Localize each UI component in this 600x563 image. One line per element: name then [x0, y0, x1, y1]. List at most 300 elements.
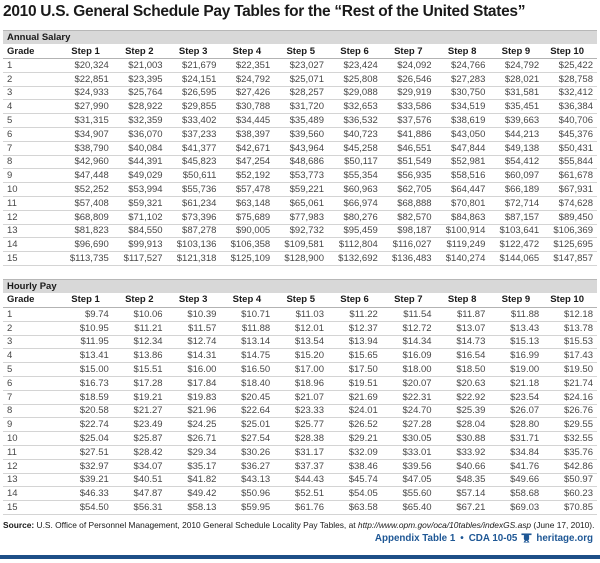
pay-cell: $89,450	[543, 210, 597, 224]
table-row	[3, 210, 597, 224]
grade-cell: 7	[3, 141, 59, 155]
pay-cell: $34,445	[220, 114, 274, 128]
grade-cell: 2	[3, 321, 59, 335]
pay-cell: $100,914	[436, 224, 490, 238]
pay-cell: $49.66	[489, 473, 543, 487]
pay-cell: $113,735	[59, 252, 113, 266]
pay-cell: $29,919	[382, 86, 436, 100]
pay-cell: $43.13	[220, 473, 274, 487]
pay-cell: $25.01	[220, 418, 274, 432]
pay-cell: $72,714	[489, 196, 543, 210]
pay-cell: $33,402	[167, 114, 221, 128]
pay-cell: $11.03	[274, 307, 328, 321]
pay-cell: $31.71	[489, 432, 543, 446]
pay-cell: $40,706	[543, 114, 597, 128]
cda-label: CDA 10-05	[468, 533, 518, 544]
grade-cell: 13	[3, 224, 59, 238]
pay-cell: $20,324	[59, 59, 113, 73]
pay-cell: $36,070	[113, 127, 167, 141]
pay-cell: $29.55	[543, 418, 597, 432]
pay-cell: $52,192	[220, 169, 274, 183]
pay-cell: $11.22	[328, 307, 382, 321]
pay-cell: $21.96	[167, 404, 221, 418]
table-row	[3, 335, 597, 349]
footer	[375, 533, 593, 544]
appendix-label: Appendix Table 1	[374, 533, 456, 544]
pay-cell: $26.52	[328, 418, 382, 432]
pay-cell: $87,278	[167, 224, 221, 238]
pay-cell: $40.51	[113, 473, 167, 487]
pay-cell: $40,084	[113, 141, 167, 155]
header-row	[3, 44, 597, 59]
pay-cell: $48,686	[274, 155, 328, 169]
table-row	[3, 432, 597, 446]
pay-cell: $49,138	[489, 141, 543, 155]
pay-cell: $55,844	[543, 155, 597, 169]
pay-cell: $47.87	[113, 487, 167, 501]
pay-cell: $19.50	[543, 363, 597, 377]
table-row	[3, 59, 597, 73]
pay-cell: $28.04	[436, 418, 490, 432]
pay-cell: $14.75	[220, 349, 274, 363]
pay-cell: $28.38	[274, 432, 328, 446]
pay-cell: $55.60	[382, 487, 436, 501]
pay-cell: $36,384	[543, 100, 597, 114]
pay-cell: $27,283	[436, 72, 490, 86]
page-title: 2010 U.S. General Schedule Pay Tables for the “Rest of the United States”	[3, 3, 526, 20]
pay-cell: $25.77	[274, 418, 328, 432]
pay-cell: $18.00	[382, 363, 436, 377]
pay-cell: $23.49	[113, 418, 167, 432]
table-row	[3, 487, 597, 501]
grade-cell: 1	[3, 307, 59, 321]
grade-cell: 6	[3, 376, 59, 390]
pay-cell: $26.71	[167, 432, 221, 446]
column-header: Step 1	[59, 44, 113, 59]
grade-cell: 14	[3, 487, 59, 501]
pay-cell: $41.82	[167, 473, 221, 487]
column-header: Step 9	[489, 44, 543, 59]
pay-cell: $47.05	[382, 473, 436, 487]
pay-cell: $34.07	[113, 459, 167, 473]
grade-cell: 5	[3, 114, 59, 128]
pay-cell: $28.42	[113, 445, 167, 459]
pay-cell: $28.80	[489, 418, 543, 432]
pay-cell: $49,029	[113, 169, 167, 183]
table-row	[3, 224, 597, 238]
pay-cell: $38.46	[328, 459, 382, 473]
pay-cell: $99,913	[113, 238, 167, 252]
pay-cell: $42.86	[543, 459, 597, 473]
hourly-pay-section-label: Hourly Pay	[7, 280, 57, 292]
pay-cell: $19.00	[489, 363, 543, 377]
pay-cell: $147,857	[543, 252, 597, 266]
pay-cell: $17.50	[328, 363, 382, 377]
pay-cell: $14.73	[436, 335, 490, 349]
pay-cell: $31,315	[59, 114, 113, 128]
grade-cell: 11	[3, 196, 59, 210]
pay-cell: $32,653	[328, 100, 382, 114]
pay-cell: $29.21	[328, 432, 382, 446]
source-url: http://www.opm.gov/oca/10tables/indexGS.asp	[357, 519, 532, 530]
pay-cell: $16.99	[489, 349, 543, 363]
grade-cell: 1	[3, 59, 59, 73]
pay-cell: $132,692	[328, 252, 382, 266]
pay-cell: $44.43	[274, 473, 328, 487]
pay-cell: $56,935	[382, 169, 436, 183]
grade-cell: 15	[3, 252, 59, 266]
source-note	[3, 520, 596, 531]
pay-cell: $45.74	[328, 473, 382, 487]
table-row	[3, 321, 597, 335]
table-row	[3, 501, 597, 515]
pay-cell: $27,990	[59, 100, 113, 114]
pay-cell: $46,551	[382, 141, 436, 155]
pay-cell: $22,851	[59, 72, 113, 86]
pay-cell: $17.84	[167, 376, 221, 390]
pay-cell: $31.17	[274, 445, 328, 459]
pay-cell: $58.13	[167, 501, 221, 515]
pay-cell: $95,459	[328, 224, 382, 238]
pay-cell: $16.73	[59, 376, 113, 390]
pay-cell: $24.25	[167, 418, 221, 432]
pay-cell: $57,408	[59, 196, 113, 210]
grade-cell: 9	[3, 418, 59, 432]
pay-cell: $63.58	[328, 501, 382, 515]
pay-cell: $12.37	[328, 321, 382, 335]
pay-cell: $33.92	[436, 445, 490, 459]
pay-cell: $16.00	[167, 363, 221, 377]
pay-cell: $112,804	[328, 238, 382, 252]
pay-cell: $144,065	[489, 252, 543, 266]
pay-cell: $15.20	[274, 349, 328, 363]
pay-cell: $23,424	[328, 59, 382, 73]
pay-cell: $77,983	[274, 210, 328, 224]
pay-cell: $21.74	[543, 376, 597, 390]
pay-cell: $35.76	[543, 445, 597, 459]
pay-cell: $54.05	[328, 487, 382, 501]
pay-cell: $45,258	[328, 141, 382, 155]
pay-cell: $58,516	[436, 169, 490, 183]
pay-cell: $28,257	[274, 86, 328, 100]
table-row	[3, 114, 597, 128]
pay-cell: $82,570	[382, 210, 436, 224]
pay-cell: $16.09	[382, 349, 436, 363]
pay-cell: $21,679	[167, 59, 221, 73]
grade-cell: 7	[3, 390, 59, 404]
pay-cell: $66,189	[489, 183, 543, 197]
pay-cell: $18.40	[220, 376, 274, 390]
pay-cell: $42,960	[59, 155, 113, 169]
pay-cell: $49.42	[167, 487, 221, 501]
pay-cell: $24,092	[382, 59, 436, 73]
pay-cell: $28,758	[543, 72, 597, 86]
pay-cell: $96,690	[59, 238, 113, 252]
pay-cell: $22,351	[220, 59, 274, 73]
grade-cell: 10	[3, 183, 59, 197]
pay-cell: $41.76	[489, 459, 543, 473]
pay-cell: $25,422	[543, 59, 597, 73]
pay-cell: $25.39	[436, 404, 490, 418]
table-row	[3, 363, 597, 377]
pay-cell: $24.16	[543, 390, 597, 404]
pay-cell: $13.43	[489, 321, 543, 335]
footer-separator: •	[460, 533, 464, 544]
pay-cell: $16.50	[220, 363, 274, 377]
table-row	[3, 307, 597, 321]
table-row	[3, 390, 597, 404]
pay-cell: $25,764	[113, 86, 167, 100]
pay-cell: $23,027	[274, 59, 328, 73]
pay-cell: $14.31	[167, 349, 221, 363]
pay-cell: $42,671	[220, 141, 274, 155]
column-header: Step 4	[220, 44, 274, 59]
pay-cell: $67.21	[436, 501, 490, 515]
pay-cell: $23,395	[113, 72, 167, 86]
heritage-site-label: heritage.org	[536, 533, 593, 544]
pay-cell: $15.13	[489, 335, 543, 349]
pay-cell: $125,109	[220, 252, 274, 266]
pay-cell: $31,581	[489, 86, 543, 100]
pay-cell: $17.00	[274, 363, 328, 377]
column-header: Step 1	[59, 293, 113, 308]
grade-cell: 6	[3, 127, 59, 141]
pay-cell: $64,447	[436, 183, 490, 197]
pay-cell: $58.68	[489, 487, 543, 501]
pay-cell: $48.35	[436, 473, 490, 487]
grade-cell: 8	[3, 404, 59, 418]
pay-cell: $51,549	[382, 155, 436, 169]
pay-cell: $13.86	[113, 349, 167, 363]
pay-cell: $12.34	[113, 335, 167, 349]
grade-cell: 12	[3, 459, 59, 473]
table-row	[3, 376, 597, 390]
grade-cell: 15	[3, 501, 59, 515]
pay-cell: $20.45	[220, 390, 274, 404]
column-header: Step 7	[382, 293, 436, 308]
table-row	[3, 473, 597, 487]
pay-cell: $92,732	[274, 224, 328, 238]
column-header: Grade	[3, 293, 59, 308]
pay-cell: $44,391	[113, 155, 167, 169]
pay-cell: $128,900	[274, 252, 328, 266]
pay-cell: $45,376	[543, 127, 597, 141]
pay-cell: $67,931	[543, 183, 597, 197]
pay-cell: $116,027	[382, 238, 436, 252]
grade-cell: 13	[3, 473, 59, 487]
grade-cell: 11	[3, 445, 59, 459]
pay-cell: $33,586	[382, 100, 436, 114]
pay-cell: $26,546	[382, 72, 436, 86]
pay-cell: $29,855	[167, 100, 221, 114]
pay-cell: $106,358	[220, 238, 274, 252]
pay-cell: $26.07	[489, 404, 543, 418]
pay-cell: $27,426	[220, 86, 274, 100]
pay-cell: $90,005	[220, 224, 274, 238]
pay-cell: $23.33	[274, 404, 328, 418]
pay-cell: $18.96	[274, 376, 328, 390]
table-row	[3, 404, 597, 418]
pay-cell: $39,663	[489, 114, 543, 128]
annual-salary-section-header	[3, 30, 597, 44]
pay-cell: $9.74	[59, 307, 113, 321]
table-row	[3, 141, 597, 155]
pay-cell: $12.01	[274, 321, 328, 335]
pay-cell: $40.66	[436, 459, 490, 473]
pay-cell: $11.87	[436, 307, 490, 321]
pay-cell: $13.07	[436, 321, 490, 335]
pay-cell: $81,823	[59, 224, 113, 238]
pay-cell: $30.05	[382, 432, 436, 446]
pay-cell: $103,641	[489, 224, 543, 238]
pay-cell: $61.76	[274, 501, 328, 515]
pay-cell: $32,359	[113, 114, 167, 128]
pay-cell: $65.40	[382, 501, 436, 515]
column-header: Step 10	[543, 44, 597, 59]
pay-cell: $22.64	[220, 404, 274, 418]
table-row	[3, 252, 597, 266]
pay-cell: $53,994	[113, 183, 167, 197]
pay-cell: $60.23	[543, 487, 597, 501]
pay-cell: $17.28	[113, 376, 167, 390]
pay-cell: $22.31	[382, 390, 436, 404]
pay-cell: $32.09	[328, 445, 382, 459]
pay-cell: $68,888	[382, 196, 436, 210]
pay-cell: $122,472	[489, 238, 543, 252]
table-row	[3, 445, 597, 459]
grade-cell: 8	[3, 155, 59, 169]
pay-cell: $19.21	[113, 390, 167, 404]
column-header: Step 3	[167, 293, 221, 308]
pay-cell: $39.21	[59, 473, 113, 487]
column-header: Step 6	[328, 293, 382, 308]
table-row	[3, 86, 597, 100]
pay-cell: $75,689	[220, 210, 274, 224]
pay-cell: $24,766	[436, 59, 490, 73]
pay-cell: $21.69	[328, 390, 382, 404]
pay-cell: $34,907	[59, 127, 113, 141]
table-row	[3, 196, 597, 210]
pay-cell: $24,933	[59, 86, 113, 100]
pay-cell: $41,886	[382, 127, 436, 141]
column-header: Step 2	[113, 44, 167, 59]
pay-cell: $84,863	[436, 210, 490, 224]
table-row	[3, 72, 597, 86]
pay-cell: $70,801	[436, 196, 490, 210]
table-row	[3, 459, 597, 473]
pay-cell: $32.97	[59, 459, 113, 473]
pay-cell: $74,628	[543, 196, 597, 210]
table-row	[3, 155, 597, 169]
pay-cell: $40,723	[328, 127, 382, 141]
pay-cell: $24.70	[382, 404, 436, 418]
table-row	[3, 349, 597, 363]
pay-cell: $27.54	[220, 432, 274, 446]
pay-cell: $24,792	[220, 72, 274, 86]
pay-cell: $26.76	[543, 404, 597, 418]
grade-cell: 4	[3, 100, 59, 114]
pay-cell: $27.28	[382, 418, 436, 432]
pay-cell: $34.84	[489, 445, 543, 459]
source-date: (June 17, 2010).	[531, 519, 595, 530]
pay-cell: $125,695	[543, 238, 597, 252]
pay-cell: $68,809	[59, 210, 113, 224]
pay-cell: $66,974	[328, 196, 382, 210]
pay-cell: $13.94	[328, 335, 382, 349]
pay-cell: $21.18	[489, 376, 543, 390]
pay-cell: $35,451	[489, 100, 543, 114]
pay-cell: $23.54	[489, 390, 543, 404]
pay-cell: $18.50	[436, 363, 490, 377]
pay-cell: $16.54	[436, 349, 490, 363]
pay-cell: $117,527	[113, 252, 167, 266]
annual-salary-table	[3, 44, 597, 266]
pay-cell: $65,061	[274, 196, 328, 210]
pay-cell: $61,234	[167, 196, 221, 210]
grade-cell: 14	[3, 238, 59, 252]
pay-cell: $60,963	[328, 183, 382, 197]
pay-cell: $47,844	[436, 141, 490, 155]
source-label: Source:	[3, 519, 35, 530]
pay-cell: $13.54	[274, 335, 328, 349]
hourly-pay-section-header	[3, 279, 597, 293]
table-row	[3, 169, 597, 183]
grade-cell: 12	[3, 210, 59, 224]
pay-cell: $22.92	[436, 390, 490, 404]
column-header: Step 5	[274, 293, 328, 308]
pay-cell: $24,151	[167, 72, 221, 86]
pay-cell: $20.63	[436, 376, 490, 390]
annual-salary-section-label: Annual Salary	[7, 32, 71, 43]
column-header: Step 6	[328, 44, 382, 59]
pay-cell: $54,412	[489, 155, 543, 169]
pay-cell: $24,792	[489, 59, 543, 73]
column-header: Step 3	[167, 44, 221, 59]
pay-cell: $14.34	[382, 335, 436, 349]
pay-cell: $30.26	[220, 445, 274, 459]
pay-cell: $59,221	[274, 183, 328, 197]
grade-cell: 5	[3, 363, 59, 377]
pay-cell: $25.04	[59, 432, 113, 446]
pay-cell: $39,560	[274, 127, 328, 141]
table-row	[3, 418, 597, 432]
pay-cell: $47,254	[220, 155, 274, 169]
pay-cell: $55,354	[328, 169, 382, 183]
pay-cell: $69.03	[489, 501, 543, 515]
pay-cell: $80,276	[328, 210, 382, 224]
column-header: Step 10	[543, 293, 597, 308]
pay-cell: $38,619	[436, 114, 490, 128]
hourly-pay-table	[3, 293, 597, 515]
pay-cell: $29.34	[167, 445, 221, 459]
pay-cell: $10.71	[220, 307, 274, 321]
column-header: Step 9	[489, 293, 543, 308]
pay-cell: $121,318	[167, 252, 221, 266]
pay-cell: $30,788	[220, 100, 274, 114]
pay-cell: $29,088	[328, 86, 382, 100]
pay-cell: $15.65	[328, 349, 382, 363]
pay-cell: $15.51	[113, 363, 167, 377]
pay-cell: $28,922	[113, 100, 167, 114]
pay-cell: $50.97	[543, 473, 597, 487]
pay-cell: $21,003	[113, 59, 167, 73]
pay-cell: $24.01	[328, 404, 382, 418]
pay-cell: $10.95	[59, 321, 113, 335]
pay-cell: $73,396	[167, 210, 221, 224]
pay-cell: $52,252	[59, 183, 113, 197]
pay-cell: $43,964	[274, 141, 328, 155]
pay-cell: $37.37	[274, 459, 328, 473]
